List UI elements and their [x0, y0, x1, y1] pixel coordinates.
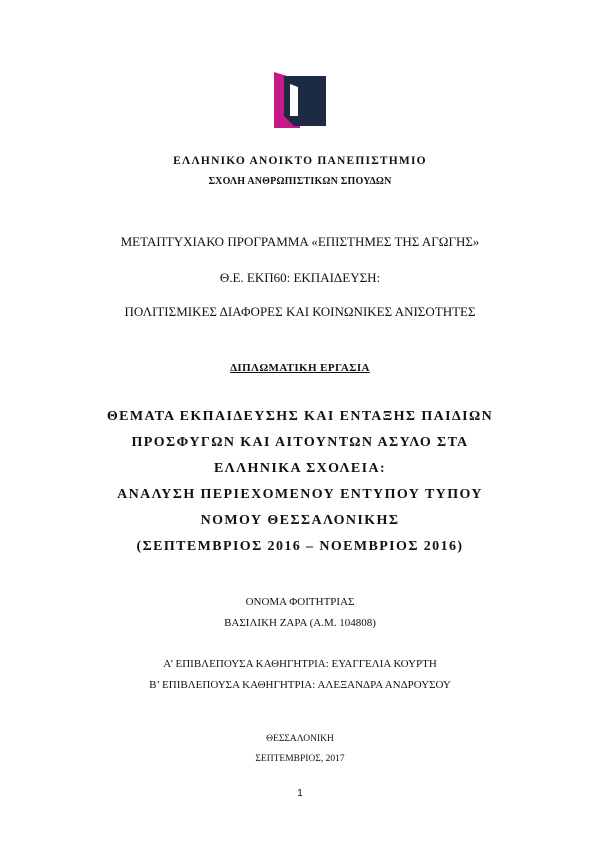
student-name: ΒΑΣΙΛΙΚΗ ΖΑΡΑ (Α.Μ. 104808) — [224, 617, 376, 629]
student-label: ΟΝΟΜΑ ΦΟΙΤΗΤΡΙΑΣ — [245, 596, 355, 608]
thesis-title-line: (ΣΕΠΤΕΜΒΡΙΟΣ 2016 – ΝΟΕΜΒΡΙΟΣ 2016) — [136, 539, 464, 554]
thesis-title — [0, 404, 600, 560]
school-name: ΣΧΟΛΗ ΑΝΘΡΩΠΙΣΤΙΚΩΝ ΣΠΟΥΔΩΝ — [208, 176, 392, 187]
thesis-title-line: ΝΟΜΟΥ ΘΕΣΣΑΛΟΝΙΚΗΣ — [200, 513, 400, 528]
university-name: ΕΛΛΗΝΙΚΟ ΑΝΟΙΚΤΟ ΠΑΝΕΠΙΣΤΗΜΙΟ — [173, 155, 427, 167]
first-supervisor: Α’ ΕΠΙΒΛΕΠΟΥΣΑ ΚΑΘΗΓΗΤΡΙΑ: ΕΥΑΓΓΕΛΙΑ ΚΟΥΡΤΗ — [163, 658, 437, 670]
city: ΘΕΣΣΑΛΟΝΙΚΗ — [266, 734, 334, 744]
logo-white-page — [290, 84, 298, 116]
module-code: Θ.Ε. ΕΚΠ60: ΕΚΠΑΙΔΕΥΣΗ: — [219, 270, 381, 285]
thesis-title-line: ΠΡΟΣΦΥΓΩΝ ΚΑΙ ΑΙΤΟΥΝΤΩΝ ΑΣΥΛΟ ΣΤΑ — [131, 435, 469, 450]
second-supervisor: Β’ ΕΠΙΒΛΕΠΟΥΣΑ ΚΑΘΗΓΗΤΡΙΑ: ΑΛΕΞΑΝΔΡΑ ΑΝΔΡΟΥΣΟΥ — [149, 679, 451, 691]
open-book-logo-icon — [274, 72, 326, 128]
thesis-title-line: ΘΕΜΑΤΑ ΕΚΠΑΙΔΕΥΣΗΣ ΚΑΙ ΕΝΤΑΞΗΣ ΠΑΙΔΙΩΝ — [106, 409, 494, 424]
thesis-title-line: ΕΛΛΗΝΙΚΑ ΣΧΟΛΕΙΑ: — [213, 461, 387, 476]
thesis-title-line: ΑΝΑΛΥΣΗ ΠΕΡΙΕΧΟΜΕΝΟΥ ΕΝΤΥΠΟΥ ΤΥΠΟΥ — [117, 487, 483, 502]
submission-date: ΣΕΠΤΕΜΒΡΙΟΣ, 2017 — [255, 754, 345, 764]
module-title: ΠΟΛΙΤΙΣΜΙΚΕΣ ΔΙΑΦΟΡΕΣ ΚΑΙ ΚΟΙΝΩΝΙΚΕΣ ΑΝΙΣΟΤΗΤΕΣ — [124, 304, 476, 319]
page-number: 1 — [297, 788, 303, 799]
program-title: ΜΕΤΑΠΤΥΧΙΑΚΟ ΠΡΟΓΡΑΜΜΑ «ΕΠΙΣΤΗΜΕΣ ΤΗΣ ΑΓΩΓΗΣ» — [120, 234, 480, 249]
thesis-label: ΔΙΠΛΩΜΑΤΙΚΗ ΕΡΓΑΣΙΑ — [230, 362, 370, 374]
